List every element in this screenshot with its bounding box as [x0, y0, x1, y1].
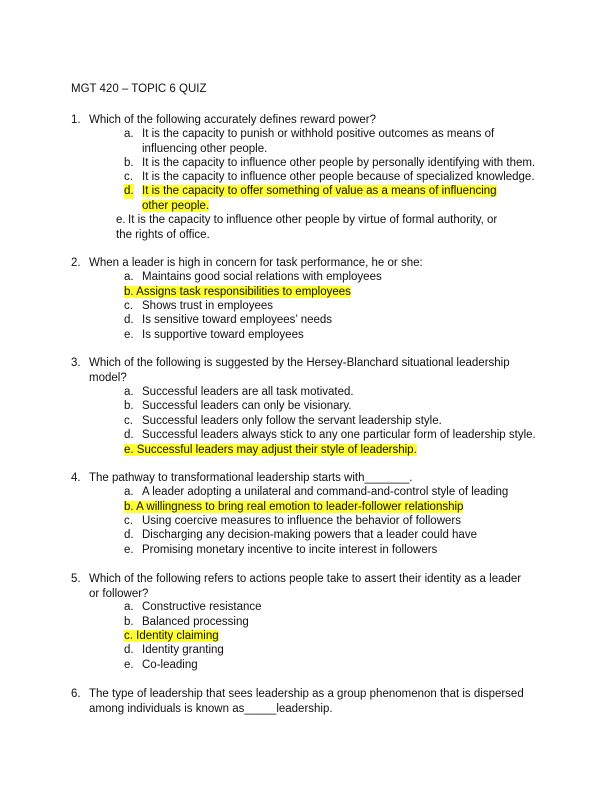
- question-number: 1.: [71, 114, 81, 126]
- question-text: Which of the following refers to actions people take to assert their identity as a leader or follower?: [89, 573, 522, 600]
- quiz-page: MGT 420 – TOPIC 6 QUIZ 1. Which of the following accurately defines reward power? a. It is the capacity to punish or withhold positive outcomes as means of influencing other people. b. It is the capacity to influence other people by personally identifying with them. c. It is the capacity to influence other people because of specialized knowledge. d. It is the capacity to offer something of value as a means of influencing other people. e. It is the capacity to influence other people by virtue of formal authority, or the rights of office. 2. When a leader is high in concern for task performance, he or she: a. Maintains good social relations with employees b. Assigns task responsibilities to employees c. Shows trust in employees d. Is sensitive toward employees’ needs e. Is supportive toward employees 3. Which of the following is suggested by the Hersey-Blanchard situational leadership model? a. Successful leaders are all task motivated. b. Successful leaders can only be visionary. c. Successful leaders only follow the servant leadership style. d. Successful leaders always stick to any one particular form of leadership style. e. Successful leaders may adjust their style of leadership. 4. The pathway to transformational leadership starts with_______. a. A leader adopting a unilateral and command-and-control style of leading b. A willingness to bring real emotion to leader-follower relationship c. Using coercive measures to influence the behavior of followers d. Discharging any decision-making powers that a leader could have e. Promising monetary incentive to incite interest in followers 5. Which of the following refers to actions people take to assert their identity as a leader or follower? a. Constructive resistance b. Balanced processing c. Identity claiming d. Identity granting e. Co-leading 6. The type of leadership that sees leadership as a group phenomenon that is dispersed among individuals is known as_____leadership.: [71, 83, 536, 715]
- question-text: The pathway to transformational leadership starts with_______.: [89, 472, 413, 484]
- question-number: 3.: [71, 357, 81, 369]
- option-b-highlighted[interactable]: b. A willingness to bring real emotion to leader-follower relationship: [124, 501, 464, 513]
- option-b-highlighted[interactable]: b. Assigns task responsibilities to employees: [124, 286, 351, 298]
- question-text: Which of the following is suggested by the Hersey-Blanchard situational leadership model?: [89, 357, 510, 384]
- question-text: The type of leadership that sees leadership as a group phenomenon that is dispersed among individuals is known as_____leadership.: [89, 688, 524, 715]
- option-a[interactable]: a. It is the capacity to punish or withhold positive outcomes as means of influencing other people.: [124, 128, 495, 155]
- option-c-highlighted[interactable]: c. Identity claiming: [124, 630, 219, 642]
- option-e-highlighted[interactable]: e. Successful leaders may adjust their style of leadership.: [124, 444, 417, 456]
- option-d-highlighted[interactable]: d. It is the capacity to offer something of value as a means of influencing other people.: [124, 185, 497, 212]
- question-number: 5.: [71, 573, 81, 585]
- question-text: Which of the following accurately defines reward power?: [89, 114, 377, 126]
- question-number: 4.: [71, 472, 81, 484]
- question-number: 6.: [71, 688, 81, 700]
- question-text: When a leader is high in concern for task performance, he or she:: [89, 257, 423, 269]
- question-number: 2.: [71, 257, 81, 269]
- page-title: MGT 420 – TOPIC 6 QUIZ: [71, 83, 207, 95]
- option-e[interactable]: e. It is the capacity to influence other people by virtue of formal authority, or the rights of office.: [116, 214, 498, 241]
